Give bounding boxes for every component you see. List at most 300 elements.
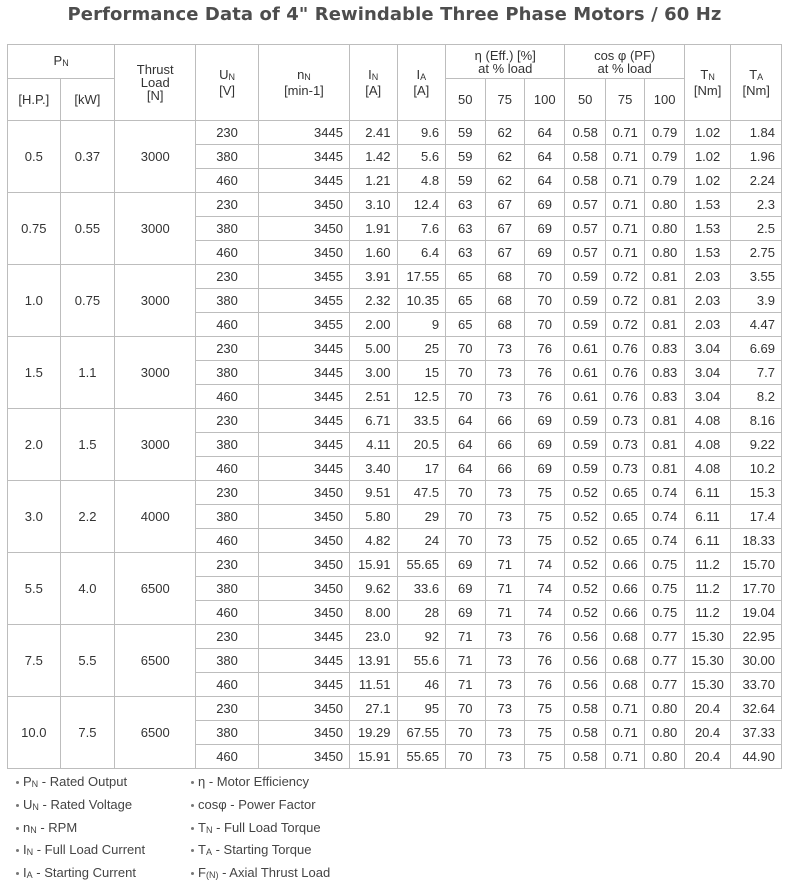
voltage-cell: 460 <box>196 529 259 553</box>
header-eff-75: 75 <box>485 79 524 121</box>
full-load-torque-cell: 1.53 <box>684 241 731 265</box>
eff-75-cell: 68 <box>485 265 524 289</box>
full-load-torque-cell: 3.04 <box>684 337 731 361</box>
eff-75-cell: 73 <box>485 721 524 745</box>
pf-75-cell: 0.71 <box>605 145 644 169</box>
pf-50-cell: 0.58 <box>565 121 605 145</box>
header-pf-75: 75 <box>605 79 644 121</box>
header-power-factor: cos φ (PF) at % load <box>565 45 684 79</box>
thrust-cell: 4000 <box>115 481 196 553</box>
full-load-current-cell: 27.1 <box>349 697 397 721</box>
pf-50-cell: 0.61 <box>565 385 605 409</box>
pf-100-cell: 0.79 <box>645 145 684 169</box>
eff-50-cell: 70 <box>446 337 485 361</box>
legend-subscript: N <box>26 847 34 858</box>
pf-50-cell: 0.58 <box>565 169 605 193</box>
pf-75-cell: 0.76 <box>605 361 644 385</box>
eff-75-cell: 66 <box>485 457 524 481</box>
kw-cell: 2.2 <box>60 481 115 553</box>
pf-50-cell: 0.58 <box>565 721 605 745</box>
hp-cell: 3.0 <box>8 481 61 553</box>
starting-torque-cell: 44.90 <box>731 745 782 769</box>
starting-torque-cell: 15.3 <box>731 481 782 505</box>
legend-item <box>16 863 145 886</box>
eff-50-cell: 69 <box>446 553 485 577</box>
voltage-cell: 380 <box>196 505 259 529</box>
rpm-cell: 3445 <box>258 625 349 649</box>
voltage-cell: 380 <box>196 145 259 169</box>
pf-100-cell: 0.75 <box>645 577 684 601</box>
header-pn: PN <box>8 45 115 79</box>
full-load-current-cell: 3.91 <box>349 265 397 289</box>
starting-torque-cell: 15.70 <box>731 553 782 577</box>
eff-75-cell: 71 <box>485 553 524 577</box>
eff-50-cell: 70 <box>446 361 485 385</box>
header-efficiency: η (Eff.) [%] at % load <box>446 45 565 79</box>
legend-subscript: N <box>30 824 37 835</box>
full-load-current-cell: 2.00 <box>349 313 397 337</box>
full-load-torque-cell: 15.30 <box>684 673 731 697</box>
thrust-cell: 3000 <box>115 193 196 265</box>
starting-torque-cell: 4.47 <box>731 313 782 337</box>
voltage-cell: 460 <box>196 169 259 193</box>
eff-50-cell: 64 <box>446 409 485 433</box>
pf-50-cell: 0.52 <box>565 601 605 625</box>
pf-50-cell: 0.56 <box>565 673 605 697</box>
rpm-cell: 3455 <box>258 313 349 337</box>
voltage-cell: 460 <box>196 385 259 409</box>
pf-75-cell: 0.71 <box>605 697 644 721</box>
full-load-torque-cell: 4.08 <box>684 409 731 433</box>
legend-description: - Axial Thrust Load <box>218 865 331 881</box>
full-load-torque-cell: 1.02 <box>684 121 731 145</box>
full-load-current-cell: 13.91 <box>349 649 397 673</box>
pf-50-cell: 0.52 <box>565 577 605 601</box>
eff-100-cell: 74 <box>524 577 564 601</box>
full-load-current-cell: 11.51 <box>349 673 397 697</box>
pf-100-cell: 0.81 <box>645 433 684 457</box>
rpm-cell: 3445 <box>258 121 349 145</box>
performance-table <box>7 44 782 769</box>
pf-100-cell: 0.80 <box>645 745 684 769</box>
bullet-icon <box>16 781 19 784</box>
full-load-current-cell: 19.29 <box>349 721 397 745</box>
hp-cell: 0.5 <box>8 121 61 193</box>
starting-torque-cell: 8.2 <box>731 385 782 409</box>
eff-100-cell: 75 <box>524 505 564 529</box>
kw-cell: 0.75 <box>60 265 115 337</box>
thrust-cell: 3000 <box>115 121 196 193</box>
bullet-icon <box>16 872 19 875</box>
pf-100-cell: 0.74 <box>645 505 684 529</box>
eff-50-cell: 70 <box>446 697 485 721</box>
full-load-torque-cell: 6.11 <box>684 529 731 553</box>
table-row <box>8 553 782 577</box>
starting-current-cell: 17.55 <box>397 265 446 289</box>
voltage-cell: 460 <box>196 673 259 697</box>
eff-50-cell: 71 <box>446 625 485 649</box>
pf-75-cell: 0.71 <box>605 721 644 745</box>
eff-75-cell: 62 <box>485 145 524 169</box>
rpm-cell: 3455 <box>258 265 349 289</box>
pf-50-cell: 0.61 <box>565 337 605 361</box>
legend-item <box>191 840 330 863</box>
voltage-cell: 230 <box>196 553 259 577</box>
full-load-torque-cell: 11.2 <box>684 553 731 577</box>
table-row <box>8 265 782 289</box>
pf-75-cell: 0.66 <box>605 601 644 625</box>
full-load-current-cell: 5.80 <box>349 505 397 529</box>
pf-100-cell: 0.79 <box>645 169 684 193</box>
voltage-cell: 230 <box>196 625 259 649</box>
legend-subscript: N <box>205 824 213 835</box>
pf-100-cell: 0.83 <box>645 361 684 385</box>
starting-current-cell: 55.65 <box>397 553 446 577</box>
bullet-icon <box>16 849 19 852</box>
eff-100-cell: 64 <box>524 169 564 193</box>
voltage-cell: 380 <box>196 217 259 241</box>
table-row <box>8 337 782 361</box>
starting-current-cell: 10.35 <box>397 289 446 313</box>
starting-current-cell: 17 <box>397 457 446 481</box>
pf-100-cell: 0.80 <box>645 241 684 265</box>
eff-75-cell: 73 <box>485 361 524 385</box>
legend-symbol: T <box>198 819 206 835</box>
starting-current-cell: 12.4 <box>397 193 446 217</box>
voltage-cell: 460 <box>196 313 259 337</box>
pf-75-cell: 0.76 <box>605 337 644 361</box>
eff-50-cell: 70 <box>446 529 485 553</box>
full-load-torque-cell: 1.53 <box>684 193 731 217</box>
legend-symbol: T <box>198 842 206 858</box>
voltage-cell: 230 <box>196 265 259 289</box>
full-load-current-cell: 2.32 <box>349 289 397 313</box>
hp-cell: 2.0 <box>8 409 61 481</box>
pf-75-cell: 0.65 <box>605 529 644 553</box>
pf-75-cell: 0.71 <box>605 169 644 193</box>
kw-cell: 0.37 <box>60 121 115 193</box>
full-load-current-cell: 5.00 <box>349 337 397 361</box>
pf-75-cell: 0.65 <box>605 481 644 505</box>
pf-50-cell: 0.59 <box>565 313 605 337</box>
legend-subscript: N <box>31 779 39 789</box>
pf-50-cell: 0.52 <box>565 553 605 577</box>
legend-description: - RPM <box>36 819 78 835</box>
full-load-torque-cell: 6.11 <box>684 481 731 505</box>
starting-torque-cell: 18.33 <box>731 529 782 553</box>
eff-50-cell: 65 <box>446 313 485 337</box>
pf-50-cell: 0.61 <box>565 361 605 385</box>
pf-100-cell: 0.80 <box>645 697 684 721</box>
eff-100-cell: 76 <box>524 673 564 697</box>
pf-100-cell: 0.79 <box>645 121 684 145</box>
legend-description: - Full Load Current <box>33 842 146 858</box>
bullet-icon <box>16 804 19 807</box>
eff-75-cell: 68 <box>485 289 524 313</box>
hp-cell: 0.75 <box>8 193 61 265</box>
starting-torque-cell: 30.00 <box>731 649 782 673</box>
thrust-cell: 3000 <box>115 337 196 409</box>
legend-symbol: P <box>23 774 32 789</box>
starting-current-cell: 7.6 <box>397 217 446 241</box>
rpm-cell: 3450 <box>258 481 349 505</box>
pf-75-cell: 0.72 <box>605 289 644 313</box>
starting-current-cell: 33.6 <box>397 577 446 601</box>
eff-75-cell: 67 <box>485 241 524 265</box>
eff-50-cell: 65 <box>446 265 485 289</box>
legend-symbol: F <box>198 865 206 881</box>
pf-75-cell: 0.71 <box>605 217 644 241</box>
header-in: IN [A] <box>349 45 397 121</box>
pf-100-cell: 0.77 <box>645 625 684 649</box>
voltage-cell: 230 <box>196 337 259 361</box>
pf-75-cell: 0.73 <box>605 457 644 481</box>
eff-75-cell: 62 <box>485 121 524 145</box>
eff-100-cell: 76 <box>524 361 564 385</box>
header-ia: IA [A] <box>397 45 446 121</box>
rpm-cell: 3450 <box>258 529 349 553</box>
voltage-cell: 230 <box>196 121 259 145</box>
pf-100-cell: 0.81 <box>645 313 684 337</box>
starting-current-cell: 47.5 <box>397 481 446 505</box>
eff-100-cell: 70 <box>524 265 564 289</box>
starting-current-cell: 24 <box>397 529 446 553</box>
voltage-cell: 380 <box>196 649 259 673</box>
starting-torque-cell: 2.24 <box>731 169 782 193</box>
legend-item <box>16 772 145 795</box>
rpm-cell: 3445 <box>258 457 349 481</box>
header-eff-100: 100 <box>524 79 564 121</box>
full-load-current-cell: 3.00 <box>349 361 397 385</box>
full-load-torque-cell: 1.02 <box>684 145 731 169</box>
full-load-current-cell: 2.41 <box>349 121 397 145</box>
kw-cell: 1.5 <box>60 409 115 481</box>
pf-75-cell: 0.71 <box>605 745 644 769</box>
bullet-icon <box>191 872 194 875</box>
hp-cell: 7.5 <box>8 625 61 697</box>
pf-100-cell: 0.81 <box>645 265 684 289</box>
legend-description: - Rated Voltage <box>38 796 133 812</box>
starting-torque-cell: 2.75 <box>731 241 782 265</box>
legend-subscript: (N) <box>205 870 219 881</box>
legend-subscript: N <box>32 801 39 812</box>
eff-50-cell: 63 <box>446 217 485 241</box>
full-load-current-cell: 23.0 <box>349 625 397 649</box>
voltage-cell: 460 <box>196 601 259 625</box>
rpm-cell: 3450 <box>258 217 349 241</box>
legend-symbol: I <box>23 842 27 858</box>
starting-current-cell: 29 <box>397 505 446 529</box>
voltage-cell: 380 <box>196 433 259 457</box>
rpm-cell: 3445 <box>258 409 349 433</box>
pf-75-cell: 0.73 <box>605 409 644 433</box>
thrust-cell: 6500 <box>115 553 196 625</box>
full-load-current-cell: 4.82 <box>349 529 397 553</box>
starting-torque-cell: 1.84 <box>731 121 782 145</box>
eff-50-cell: 59 <box>446 145 485 169</box>
eff-100-cell: 76 <box>524 625 564 649</box>
eff-75-cell: 73 <box>485 673 524 697</box>
starting-current-cell: 5.6 <box>397 145 446 169</box>
eff-50-cell: 70 <box>446 385 485 409</box>
rpm-cell: 3450 <box>258 697 349 721</box>
hp-cell: 10.0 <box>8 697 61 769</box>
bullet-icon <box>191 804 194 807</box>
eff-100-cell: 75 <box>524 529 564 553</box>
header-un: UN [V] <box>196 45 259 121</box>
kw-cell: 5.5 <box>60 625 115 697</box>
full-load-torque-cell: 15.30 <box>684 649 731 673</box>
voltage-cell: 230 <box>196 409 259 433</box>
rpm-cell: 3450 <box>258 553 349 577</box>
pf-75-cell: 0.68 <box>605 625 644 649</box>
full-load-current-cell: 1.60 <box>349 241 397 265</box>
pf-75-cell: 0.65 <box>605 505 644 529</box>
page-title: Performance Data of 4" Rewindable Three Phase Motors / 60 Hz <box>67 4 722 25</box>
starting-torque-cell: 19.04 <box>731 601 782 625</box>
starting-torque-cell: 37.33 <box>731 721 782 745</box>
eff-100-cell: 70 <box>524 313 564 337</box>
rpm-cell: 3450 <box>258 721 349 745</box>
eff-75-cell: 62 <box>485 169 524 193</box>
header-nn: nN [min-1] <box>258 45 349 121</box>
eff-50-cell: 70 <box>446 721 485 745</box>
full-load-current-cell: 8.00 <box>349 601 397 625</box>
header-tn: TN [Nm] <box>684 45 731 121</box>
hp-cell: 1.0 <box>8 265 61 337</box>
full-load-current-cell: 15.91 <box>349 553 397 577</box>
legend-item <box>191 863 330 886</box>
eff-75-cell: 66 <box>485 409 524 433</box>
pf-100-cell: 0.80 <box>645 193 684 217</box>
pf-50-cell: 0.52 <box>565 505 605 529</box>
pf-50-cell: 0.59 <box>565 409 605 433</box>
voltage-cell: 380 <box>196 721 259 745</box>
pf-100-cell: 0.77 <box>645 673 684 697</box>
pf-75-cell: 0.71 <box>605 241 644 265</box>
eff-100-cell: 64 <box>524 145 564 169</box>
thrust-cell: 6500 <box>115 697 196 769</box>
eff-75-cell: 73 <box>485 529 524 553</box>
voltage-cell: 230 <box>196 481 259 505</box>
legend-item <box>16 840 145 863</box>
kw-cell: 4.0 <box>60 553 115 625</box>
pf-100-cell: 0.74 <box>645 529 684 553</box>
legend-item <box>16 795 145 818</box>
starting-current-cell: 20.5 <box>397 433 446 457</box>
starting-current-cell: 6.4 <box>397 241 446 265</box>
eff-100-cell: 76 <box>524 649 564 673</box>
eff-75-cell: 73 <box>485 697 524 721</box>
rpm-cell: 3445 <box>258 169 349 193</box>
pf-75-cell: 0.73 <box>605 433 644 457</box>
eff-75-cell: 73 <box>485 625 524 649</box>
pf-75-cell: 0.66 <box>605 577 644 601</box>
eff-100-cell: 69 <box>524 241 564 265</box>
table-row <box>8 193 782 217</box>
starting-current-cell: 28 <box>397 601 446 625</box>
full-load-current-cell: 3.40 <box>349 457 397 481</box>
eff-50-cell: 64 <box>446 457 485 481</box>
starting-torque-cell: 1.96 <box>731 145 782 169</box>
full-load-torque-cell: 11.2 <box>684 577 731 601</box>
pf-100-cell: 0.81 <box>645 289 684 313</box>
voltage-cell: 460 <box>196 457 259 481</box>
rpm-cell: 3450 <box>258 241 349 265</box>
starting-torque-cell: 32.64 <box>731 697 782 721</box>
pf-50-cell: 0.58 <box>565 745 605 769</box>
starting-current-cell: 9.6 <box>397 121 446 145</box>
eff-75-cell: 66 <box>485 433 524 457</box>
eff-50-cell: 70 <box>446 505 485 529</box>
eff-50-cell: 71 <box>446 673 485 697</box>
rpm-cell: 3445 <box>258 337 349 361</box>
starting-current-cell: 25 <box>397 337 446 361</box>
full-load-current-cell: 4.11 <box>349 433 397 457</box>
eff-100-cell: 76 <box>524 385 564 409</box>
legend-subscript: A <box>205 847 212 858</box>
eff-100-cell: 75 <box>524 721 564 745</box>
starting-torque-cell: 7.7 <box>731 361 782 385</box>
eff-75-cell: 73 <box>485 385 524 409</box>
voltage-cell: 380 <box>196 577 259 601</box>
eff-75-cell: 73 <box>485 505 524 529</box>
header-hp-unit: [H.P.] <box>8 79 61 121</box>
eff-50-cell: 70 <box>446 481 485 505</box>
pf-50-cell: 0.59 <box>565 457 605 481</box>
eff-75-cell: 71 <box>485 601 524 625</box>
legend-symbol: U <box>23 796 33 812</box>
starting-current-cell: 9 <box>397 313 446 337</box>
pf-75-cell: 0.68 <box>605 649 644 673</box>
eff-100-cell: 64 <box>524 121 564 145</box>
rpm-cell: 3450 <box>258 745 349 769</box>
eff-100-cell: 69 <box>524 217 564 241</box>
full-load-current-cell: 1.21 <box>349 169 397 193</box>
eff-75-cell: 73 <box>485 649 524 673</box>
pf-50-cell: 0.58 <box>565 145 605 169</box>
voltage-cell: 460 <box>196 745 259 769</box>
eff-100-cell: 76 <box>524 337 564 361</box>
thrust-cell: 3000 <box>115 409 196 481</box>
legend-description: - Motor Efficiency <box>205 774 310 789</box>
pf-50-cell: 0.59 <box>565 265 605 289</box>
eff-100-cell: 74 <box>524 553 564 577</box>
voltage-cell: 380 <box>196 361 259 385</box>
pf-75-cell: 0.71 <box>605 121 644 145</box>
pf-75-cell: 0.72 <box>605 313 644 337</box>
pf-100-cell: 0.75 <box>645 553 684 577</box>
pf-100-cell: 0.75 <box>645 601 684 625</box>
pf-75-cell: 0.71 <box>605 193 644 217</box>
full-load-torque-cell: 20.4 <box>684 745 731 769</box>
legend-description: - Rated Output <box>38 774 128 789</box>
starting-current-cell: 4.8 <box>397 169 446 193</box>
hp-cell: 5.5 <box>8 553 61 625</box>
header-thrust: Thrust Load [N] <box>115 45 196 121</box>
voltage-cell: 230 <box>196 193 259 217</box>
full-load-torque-cell: 20.4 <box>684 697 731 721</box>
full-load-torque-cell: 4.08 <box>684 457 731 481</box>
legend-item <box>191 818 330 841</box>
eff-100-cell: 74 <box>524 601 564 625</box>
table-row <box>8 481 782 505</box>
legend-symbol: I <box>23 865 27 881</box>
full-load-current-cell: 9.51 <box>349 481 397 505</box>
rpm-cell: 3445 <box>258 649 349 673</box>
legend-description: - Full Load Torque <box>212 819 321 835</box>
full-load-current-cell: 15.91 <box>349 745 397 769</box>
